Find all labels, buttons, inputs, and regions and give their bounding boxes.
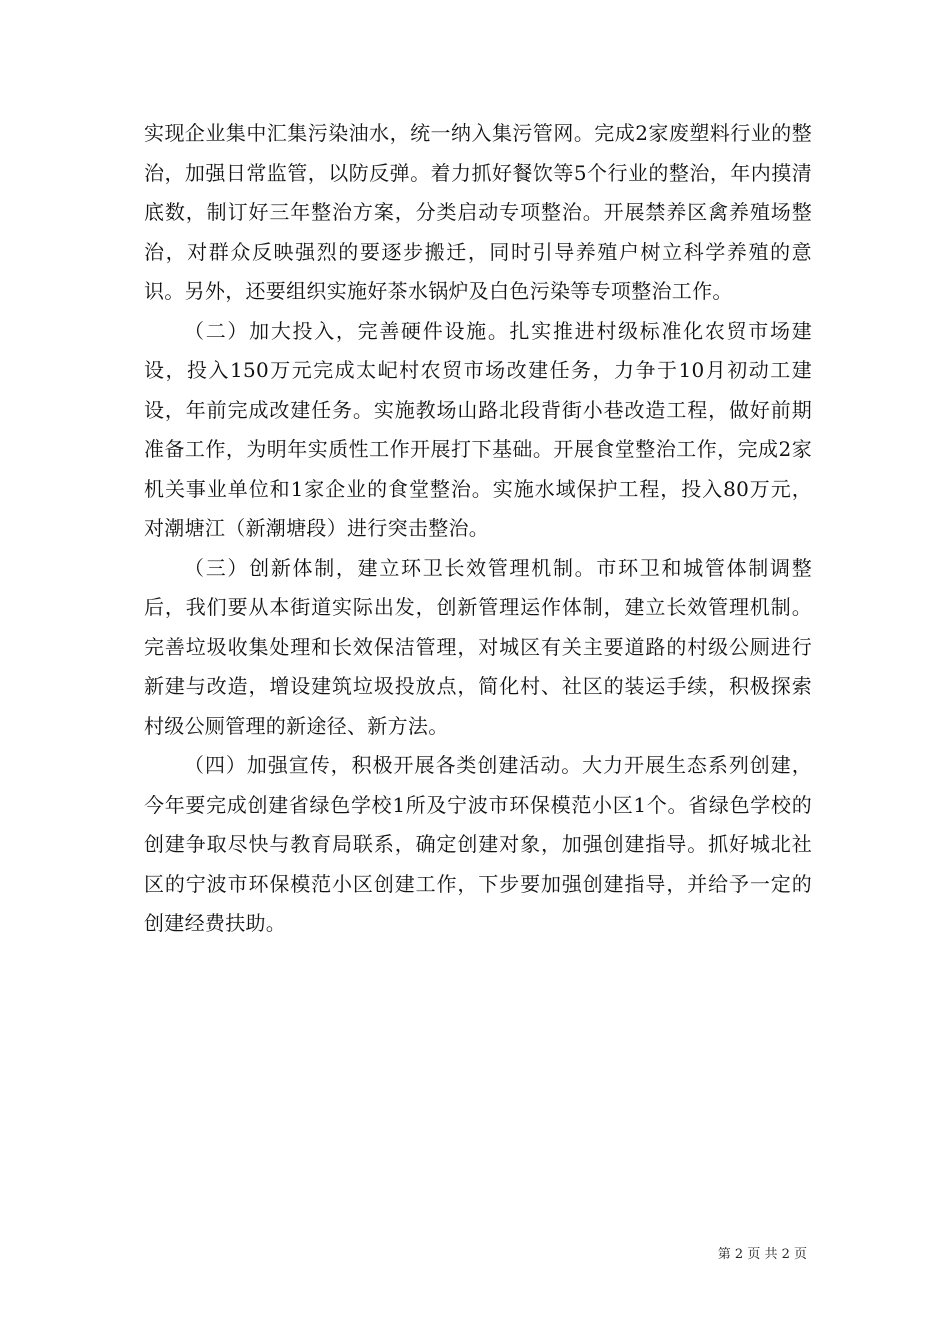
page-number-footer: 第 2 页 共 2 页	[717, 1247, 807, 1262]
paragraph-section-3: （三）创新体制，建立环卫长效管理机制。市环卫和城管体制调整后，我们要从本街道实际出发，创新管理运作体制，建立长效管理机制。完善垃圾收集处理和长效保洁管理，对城区有关主要道路的村级公厕进行新建与改造，增设建筑垃圾投放点，简化村、社区的装运手续，积极探索村级公厕管理的新途径、新方法。	[144, 555, 812, 738]
paragraph-section-2: （二）加大投入，完善硬件设施。扎实推进村级标准化农贸市场建设，投入150万元完成太屺村农贸市场改建任务，力争于10月初动工建设，年前完成改建任务。实施教场山路北段背街小巷改造工程，做好前期准备工作，为明年实质性工作开展打下基础。开展食堂整治工作，完成2家机关事业单位和1家企业的食堂整治。实施水域保护工程，投入80万元，对潮塘江（新潮塘段）进行突击整治。	[144, 318, 812, 540]
paragraph-continuation: 实现企业集中汇集污染油水，统一纳入集污管网。完成2家废塑料行业的整治，加强日常监管，以防反弹。着力抓好餐饮等5个行业的整治，年内摸清底数，制订好三年整治方案，分类启动专项整治。开展禁养区禽养殖场整治，对群众反映强烈的要逐步搬迁，同时引导养殖户树立科学养殖的意识。另外，还要组织实施好茶水锅炉及白色污染等专项整治工作。	[144, 121, 812, 303]
paragraph-section-4: （四）加强宣传，积极开展各类创建活动。大力开展生态系列创建，今年要完成创建省绿色学校1所及宁波市环保模范小区1个。省绿色学校的创建争取尽快与教育局联系，确定创建对象，加强创建指导。抓好城北社区的宁波市环保模范小区创建工作，下步要加强创建指导，并给予一定的创建经费扶助。	[144, 753, 812, 935]
document-body	[144, 114, 812, 944]
